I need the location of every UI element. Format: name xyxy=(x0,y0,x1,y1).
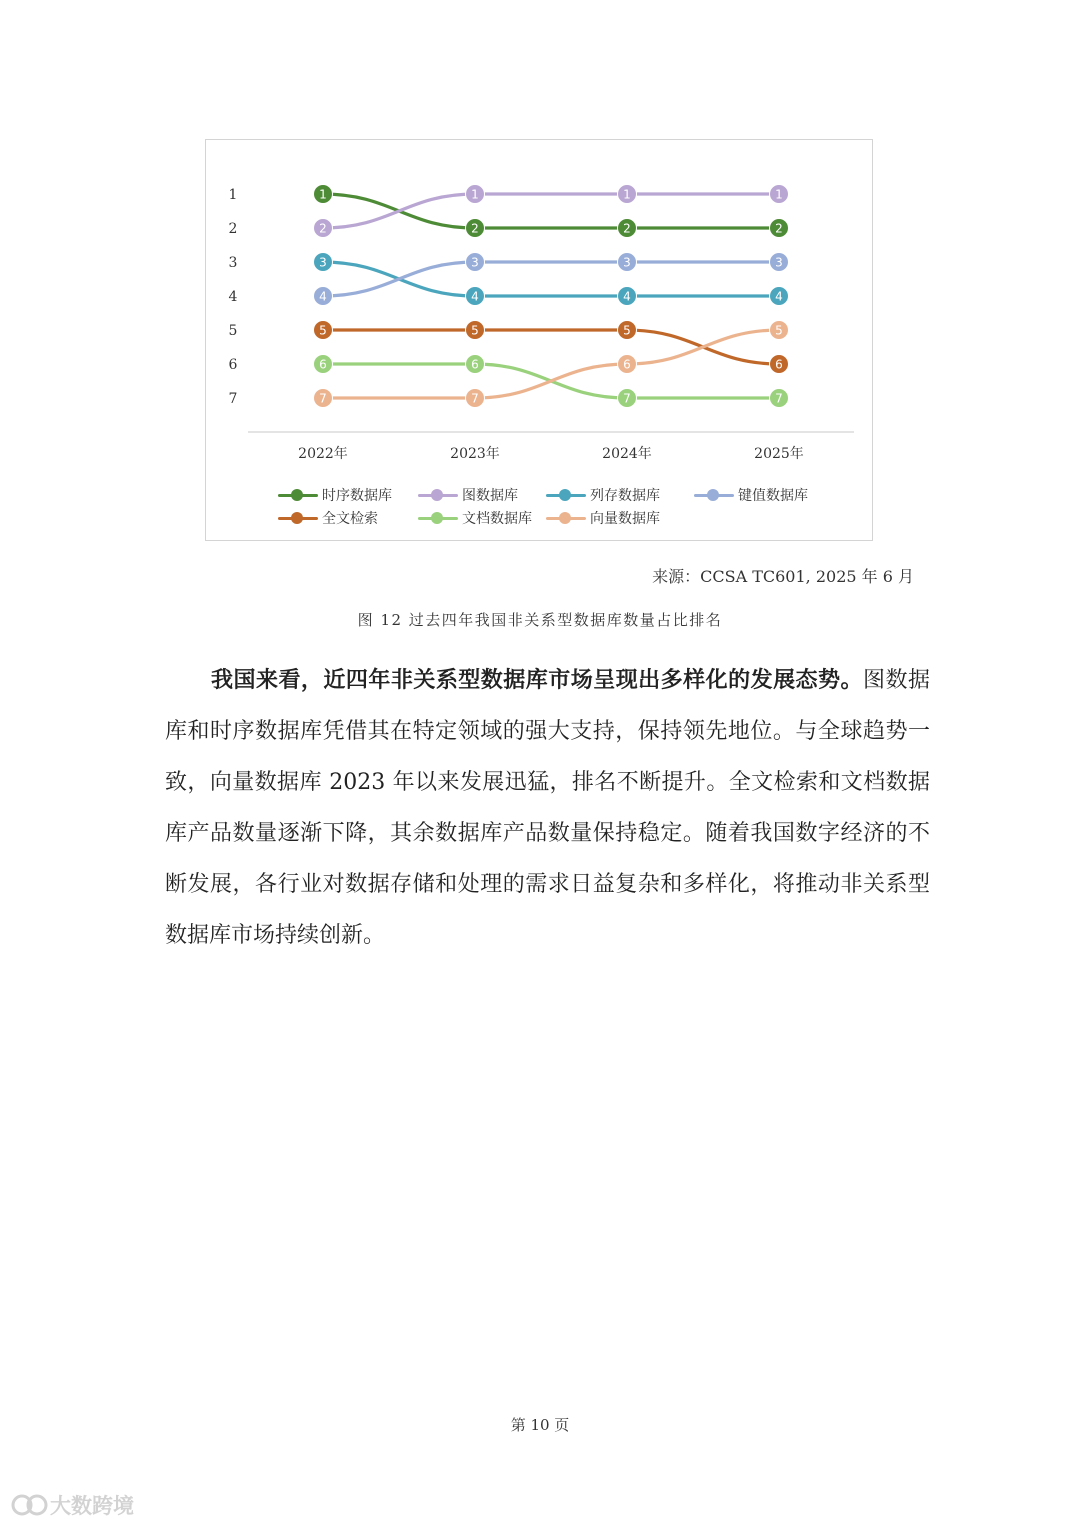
watermark xyxy=(10,1490,134,1520)
x-tick-label: 2023年 xyxy=(450,446,500,462)
figure-source: 来源：CCSA TC601, 2025 年 6 月 xyxy=(652,567,914,586)
chart-legend xyxy=(278,486,838,526)
data-label: 1 xyxy=(319,187,327,202)
x-tick-label: 2022年 xyxy=(298,446,348,462)
legend-item xyxy=(546,486,694,503)
data-label: 7 xyxy=(775,391,783,406)
legend-swatch xyxy=(546,511,586,525)
data-label: 3 xyxy=(623,255,631,270)
paragraph-lead-sentence: 我国来看，近四年非关系型数据库市场呈现出多样化的发展态势。 xyxy=(211,668,864,693)
data-label: 5 xyxy=(623,323,631,338)
data-label: 2 xyxy=(471,221,479,236)
legend-swatch xyxy=(546,488,586,502)
y-tick-label: 2 xyxy=(228,221,238,237)
data-label: 7 xyxy=(471,391,479,406)
legend-item xyxy=(278,486,418,503)
series-line xyxy=(323,330,779,364)
data-label: 1 xyxy=(623,187,631,202)
data-label: 6 xyxy=(623,357,631,372)
legend-swatch xyxy=(694,488,734,502)
data-label: 3 xyxy=(319,255,327,270)
figure-frame xyxy=(205,139,873,541)
data-label: 4 xyxy=(471,289,479,304)
data-label: 4 xyxy=(623,289,631,304)
y-tick-label: 3 xyxy=(228,255,238,271)
legend-item xyxy=(694,486,834,503)
link-loop-icon xyxy=(10,1492,50,1518)
y-tick-label: 5 xyxy=(228,323,238,339)
data-label: 5 xyxy=(775,323,783,338)
data-label: 6 xyxy=(775,357,783,372)
legend-label: 向量数据库 xyxy=(590,510,660,527)
data-label: 6 xyxy=(319,357,327,372)
legend-label: 全文检索 xyxy=(322,510,378,527)
legend-label: 列存数据库 xyxy=(590,487,660,504)
data-label: 5 xyxy=(471,323,479,338)
x-tick-label: 2024年 xyxy=(602,446,652,462)
series-line xyxy=(323,262,779,296)
data-label: 2 xyxy=(319,221,327,236)
data-label: 3 xyxy=(775,255,783,270)
legend-item xyxy=(418,486,546,503)
data-label: 4 xyxy=(775,289,783,304)
rank-chart xyxy=(206,140,874,480)
page-number: 第 10 页 xyxy=(510,1416,570,1434)
y-tick-label: 1 xyxy=(228,187,238,203)
body-paragraph xyxy=(165,655,930,961)
series-line xyxy=(323,194,779,228)
data-label: 4 xyxy=(319,289,327,304)
legend-item xyxy=(546,509,694,526)
data-label: 3 xyxy=(471,255,479,270)
legend-label: 键值数据库 xyxy=(738,487,808,504)
data-label: 5 xyxy=(319,323,327,338)
data-label: 7 xyxy=(623,391,631,406)
data-label: 2 xyxy=(623,221,631,236)
x-tick-label: 2025年 xyxy=(754,446,804,462)
data-label: 7 xyxy=(319,391,327,406)
legend-label: 图数据库 xyxy=(462,487,518,504)
paragraph-text: 图数据库和时序数据库凭借其在特定领域的强大支持，保持领先地位。与全球趋势一致，向量数据库 2023 年以来发展迅猛，排名不断提升。全文检索和文档数据库产品数量逐渐下降，其余数据库产品数量保持稳定。随着我国数字经济的不断发展，各行业对数据存储和处理的需求日益复杂和多样化，将推动非关系型数据库市场持续创新。 xyxy=(165,668,930,948)
data-label: 2 xyxy=(775,221,783,236)
watermark-text: 大数跨境 xyxy=(50,1494,134,1518)
legend-swatch xyxy=(418,488,458,502)
data-label: 1 xyxy=(471,187,479,202)
legend-label: 文档数据库 xyxy=(462,510,532,527)
figure-caption: 图 12 过去四年我国非关系型数据库数量占比排名 xyxy=(357,611,723,629)
legend-swatch xyxy=(278,511,318,525)
legend-label: 时序数据库 xyxy=(322,487,392,504)
legend-item xyxy=(278,509,418,526)
series-line xyxy=(323,262,779,296)
y-tick-label: 7 xyxy=(228,391,238,407)
y-tick-label: 4 xyxy=(228,289,238,305)
series-line xyxy=(323,194,779,228)
legend-swatch xyxy=(278,488,318,502)
data-label: 1 xyxy=(775,187,783,202)
legend-swatch xyxy=(418,511,458,525)
legend-item xyxy=(418,509,546,526)
data-label: 6 xyxy=(471,357,479,372)
y-tick-label: 6 xyxy=(228,357,238,373)
